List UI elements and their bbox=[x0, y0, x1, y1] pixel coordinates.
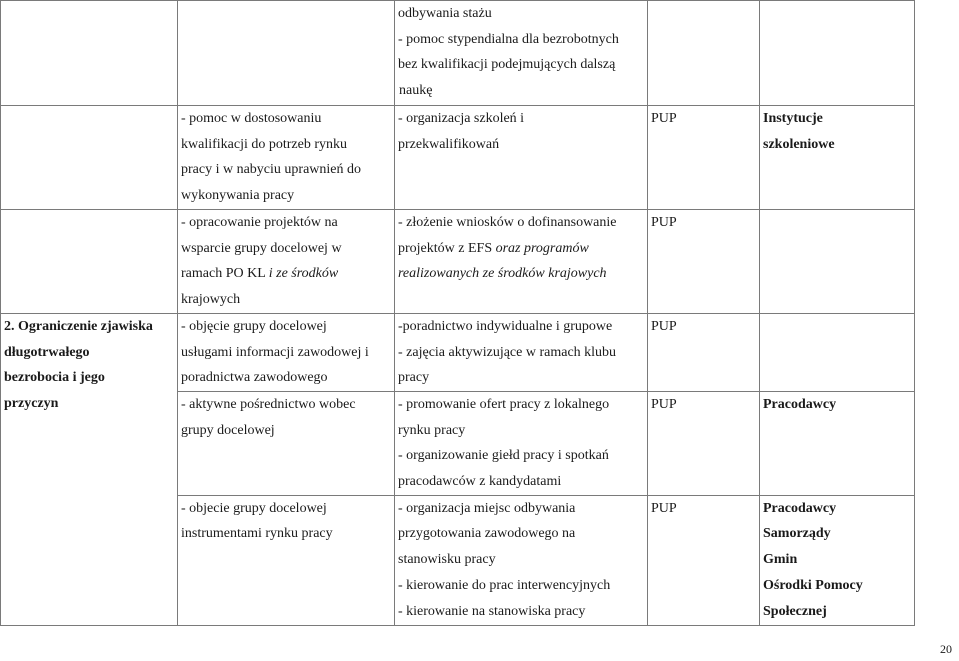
responsible-cell: PUP bbox=[648, 495, 760, 625]
responsible-cell: PUP bbox=[648, 391, 760, 495]
action-cell: - złożenie wniosków o dofinansowanie projektów z EFS oraz programów realizowanych ze środków krajowych bbox=[395, 209, 648, 313]
measure-cell bbox=[178, 1, 395, 106]
action-cell: - organizacja miejsc odbywania przygotowania zawodowego na stanowisku pracy - kierowanie do prac interwencyjnych - kierowanie na stanowiska pracy bbox=[395, 495, 648, 625]
table-row bbox=[1, 313, 915, 391]
action-cell: -poradnictwo indywidualne i grupowe - zajęcia aktywizujące w ramach klubu pracy bbox=[395, 313, 648, 391]
problem-cell-top bbox=[1, 106, 178, 210]
action-cell: - organizacja szkoleń i przekwalifikowań bbox=[395, 106, 648, 210]
measure-cell: - objecie grupy docelowej instrumentami rynku pracy bbox=[178, 495, 395, 625]
partner-cell: Pracodawcy bbox=[760, 391, 915, 495]
partner-cell: Pracodawcy Samorządy Gmin Ośrodki Pomocy Społecznej bbox=[760, 495, 915, 625]
responsible-cell: PUP bbox=[648, 209, 760, 313]
measure-cell: - opracowanie projektów na wsparcie grupy docelowej w ramach PO KL i ze środków krajowych bbox=[178, 209, 395, 313]
responsible-cell bbox=[648, 1, 760, 106]
action-cell: odbywania stażu - pomoc stypendialna dla bezrobotnych bez kwalifikacji podejmujących dalszą naukę bbox=[395, 1, 648, 106]
problem-cell: 2. Ograniczenie zjawiska długotrwałego bezrobocia i jego przyczyn bbox=[1, 313, 178, 625]
partner-cell: Instytucje szkoleniowe bbox=[760, 106, 915, 210]
table-row bbox=[1, 106, 915, 210]
measure-cell: - objęcie grupy docelowej usługami informacji zawodowej i poradnictwa zawodowego bbox=[178, 313, 395, 391]
action-cell: - promowanie ofert pracy z lokalnego rynku pracy - organizowanie giełd pracy i spotkań pracodawców z kandydatami bbox=[395, 391, 648, 495]
table-row bbox=[1, 209, 915, 313]
partner-cell bbox=[760, 209, 915, 313]
measure-cell: - pomoc w dostosowaniu kwalifikacji do potrzeb rynku pracy i w nabyciu uprawnień do wykonywania pracy bbox=[178, 106, 395, 210]
measure-cell: - aktywne pośrednictwo wobec grupy docelowej bbox=[178, 391, 395, 495]
partner-cell bbox=[760, 313, 915, 391]
page-number: 20 bbox=[940, 642, 952, 656]
responsible-cell: PUP bbox=[648, 313, 760, 391]
problem-cell-top bbox=[1, 209, 178, 313]
table-row bbox=[1, 1, 915, 106]
partner-cell bbox=[760, 1, 915, 106]
problem-cell-top bbox=[1, 1, 178, 106]
responsible-cell: PUP bbox=[648, 106, 760, 210]
